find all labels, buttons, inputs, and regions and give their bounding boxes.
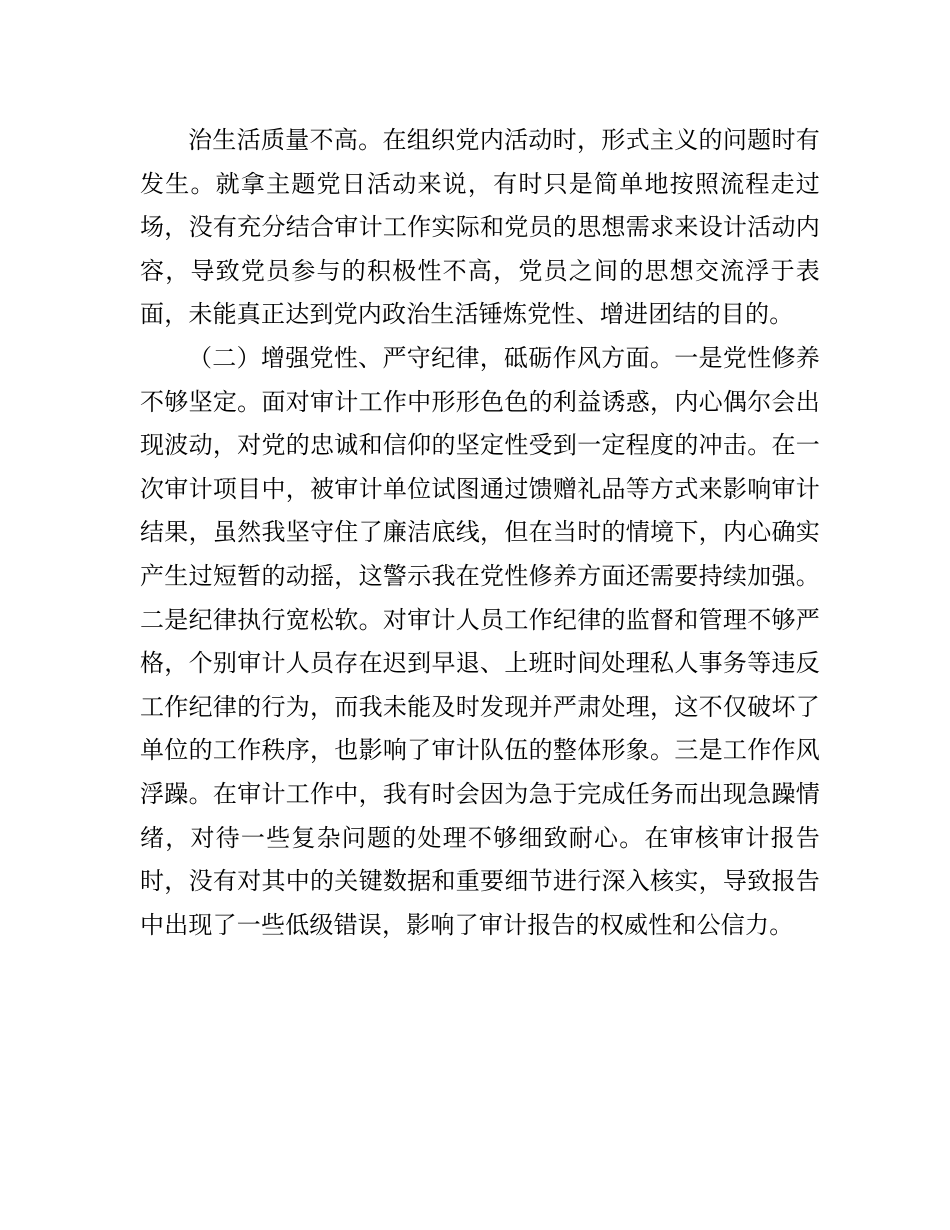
document-body bbox=[140, 119, 820, 947]
paragraph-party-discipline-style: （二）增强党性、严守纪律，砥砺作风方面。一是党性修养不够坚定。面对审计工作中形形色色的利益诱惑，内心偶尔会出现波动，对党的忠诚和信仰的坚定性受到一定程度的冲击。在一次审计项目中，被审计单位试图通过馈赠礼品等方式来影响审计结果，虽然我坚守住了廉洁底线，但在当时的情境下，内心确实产生过短暂的动摇，这警示我在党性修养方面还需要持续加强。二是纪律执行宽松软。对审计人员工作纪律的监督和管理不够严格，个别审计人员存在迟到早退、上班时间处理私人事务等违反工作纪律的行为，而我未能及时发现并严肃处理，这不仅破坏了单位的工作秩序，也影响了审计队伍的整体形象。三是工作作风浮躁。在审计工作中，我有时会因为急于完成任务而出现急躁情绪，对待一些复杂问题的处理不够细致耐心。在审核审计报告时，没有对其中的关键数据和重要细节进行深入核实，导致报告中出现了一些低级错误，影响了审计报告的权威性和公信力。 bbox=[140, 343, 820, 939]
paragraph-party-life-quality: 治生活质量不高。在组织党内活动时，形式主义的问题时有发生。就拿主题党日活动来说，有时只是简单地按照流程走过场，没有充分结合审计工作实际和党员的思想需求来设计活动内容，导致党员参与的积极性不高，党员之间的思想交流浮于表面，未能真正达到党内政治生活锤炼党性、增进团结的目的。 bbox=[140, 126, 820, 329]
